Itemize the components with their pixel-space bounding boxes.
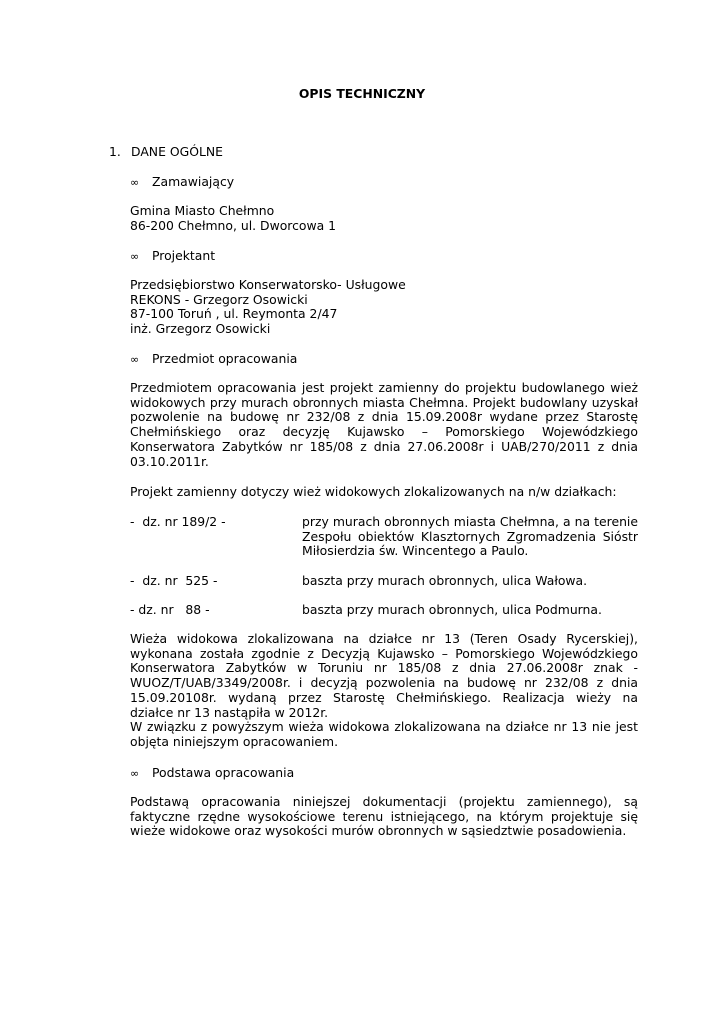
plot-label: - dz. nr 525 - [130,573,218,588]
bullet-icon: ∞ [130,767,140,780]
paragraph-line: widokowych przy murach obronnych miasta Chełmna. Projekt budowlany uzyskał [130,394,638,410]
subject-heading-label: Przedmiot opracowania [152,351,298,366]
plot-description-line: Miłosierdzia św. Wincentego a Paulo. [302,543,529,559]
paragraph-line: działce nr 13 nastąpiła w 2012r. [130,704,329,720]
tower-paragraph [130,632,638,750]
basis-heading-label: Podstawa opracowania [152,765,295,780]
address-line: REKONS - Grzegorz Osowicki [130,291,308,307]
address-line: inż. Grzegorz Osowicki [130,321,271,337]
address-line: Przedsiębiorstwo Konserwatorsko- Usługowe [130,277,406,292]
plot-label: - dz. nr 189/2 - [130,514,226,529]
investor-heading-label: Zamawiający [152,174,235,189]
paragraph-line: faktyczne rzędne wysokościowe terenu istniejącego, na którym projektuje się [130,808,638,824]
plot-description-line: Zespołu obiektów Klasztornych Zgromadzenia Sióstr [302,528,638,544]
plot-description-line: baszta przy murach obronnych, ulica Podmurna. [302,602,602,617]
bullet-icon: ∞ [130,250,140,263]
basis-heading [130,766,294,782]
section-label: DANE OGÓLNE [131,144,223,159]
plot-description [302,603,638,618]
plot-description-line: przy murach obronnych miasta Chełmna, a na terenie [302,514,638,529]
paragraph-line: Podstawą opracowania niniejszej dokumentacji (projektu zamiennego), są [130,794,638,809]
plot-description [302,574,638,589]
address-line: 86-200 Chełmno, ul. Dworcowa 1 [130,217,337,233]
paragraph-line: W związku z powyższym wieża widokowa zlokalizowana na działce nr 13 nie jest [130,719,638,735]
plot-label: - dz. nr 88 - [130,602,210,617]
bullet-icon: ∞ [130,353,140,366]
paragraph-line: Konserwatora Zabytków w Toruniu nr 185/08 z dnia 27.06.2008r znak - [130,660,638,676]
address-line: 87-100 Toruń , ul. Reymonta 2/47 [130,306,338,322]
paragraph-line: wieże widokowe oraz wysokości murów obronnych w sąsiedztwie posadowienia. [130,823,627,839]
subject-paragraph [130,381,638,469]
paragraph-line: Przedmiotem opracowania jest projekt zamienny do projektu budowlanego wież [130,380,638,395]
investor-address [130,204,638,233]
designer-heading-label: Projektant [152,248,216,263]
address-line: Gmina Miasto Chełmno [130,203,275,218]
bullet-icon: ∞ [130,176,140,189]
plot-description [302,515,638,559]
plot-item [130,515,638,560]
paragraph-line: Wieża widokowa zlokalizowana na działce nr 13 (Teren Osady Rycerskiej), [130,631,638,646]
subject-heading [130,352,297,368]
designer-heading [130,249,215,265]
plot-item [130,603,638,618]
plot-description-line: baszta przy murach obronnych, ulica Wałowa. [302,573,588,588]
plot-item [130,574,638,589]
paragraph-line: wykonana została zgodnie z Decyzją Kujawsko – Pomorskiego Wojewódzkiego [130,645,638,661]
paragraph-line: 03.10.2011r. [130,453,209,469]
plots-intro [130,485,638,500]
plots-intro-text: Projekt zamienny dotyczy wież widokowych zlokalizowanych na n/w działkach: [130,484,617,499]
paragraph-line: Konserwatora Zabytków nr 185/08 z dnia 27.06.2008r i UAB/270/2011 z dnia [130,438,638,454]
paragraph-line: pozwolenie na budowę nr 232/08 z dnia 15.09.2008r wydane przez Starostę [130,409,638,425]
basis-paragraph [130,795,638,839]
paragraph-line: WUOZ/T/UAB/3349/2008r. i decyzją pozwolenia na budowę nr 232/08 z dnia [130,675,638,691]
paragraph-line: Chełmińskiego oraz decyzję Kujawsko – Pomorskiego Wojewódzkiego [130,424,638,440]
document-title: OPIS TECHNICZNY [298,86,426,101]
investor-heading [130,175,234,191]
designer-address [130,278,638,337]
paragraph-line: 15.09.20108r. wydaną przez Starostę Chełmińskiego. Realizacja wieży na [130,689,638,705]
paragraph-line: objęta niniejszym opracowaniem. [130,733,339,749]
section-number: 1. [109,144,121,159]
section-heading [109,145,223,160]
